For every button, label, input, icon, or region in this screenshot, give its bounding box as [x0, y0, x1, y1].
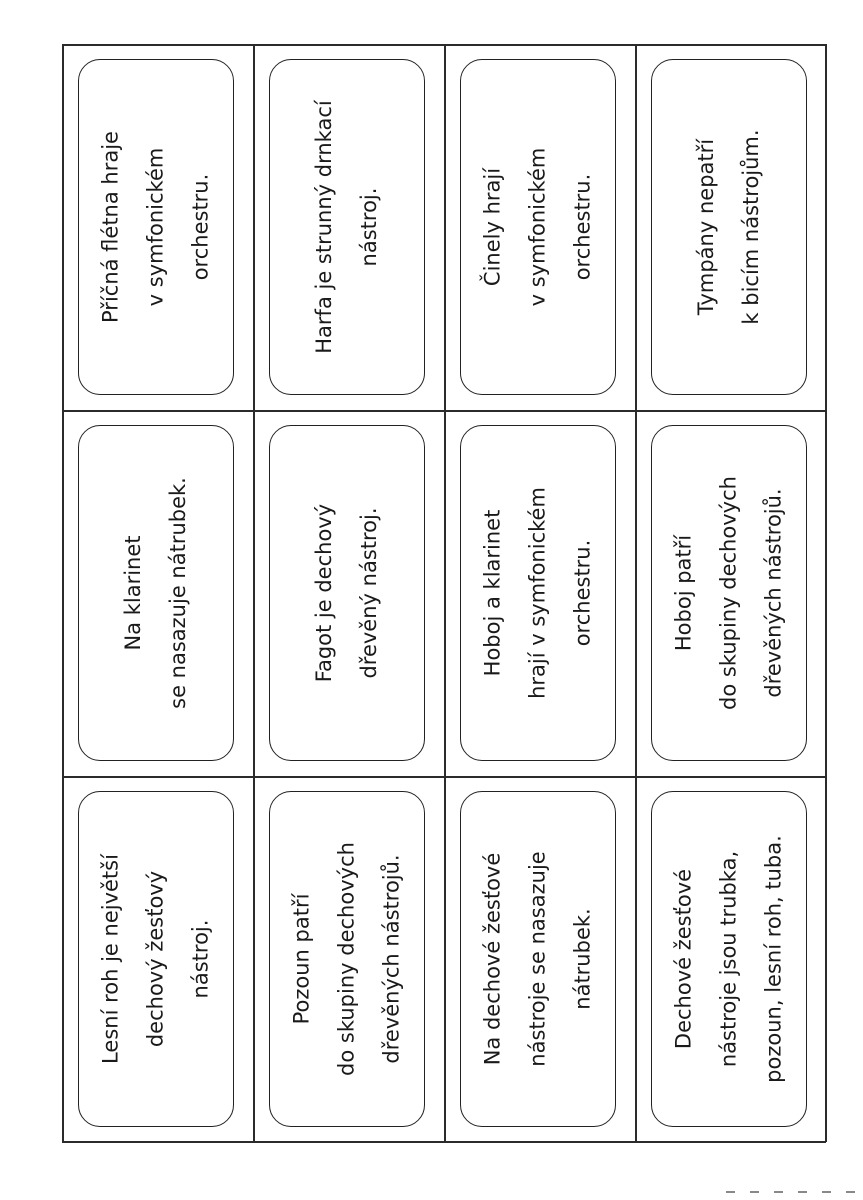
card-cell — [635, 776, 826, 1142]
card-text: Hoboj patří do skupiny dechových dřevěných nástrojů. — [671, 476, 786, 710]
card-text: Pozoun patří do skupiny dechových dřevěných nástrojů. — [289, 842, 404, 1076]
quiz-card[interactable] — [78, 59, 234, 395]
card-cell — [635, 44, 826, 410]
quiz-card[interactable] — [460, 791, 616, 1127]
card-text: Dechové žesťové nástroje jsou trubka, pozoun, lesní roh, tuba. — [671, 835, 786, 1083]
quiz-card[interactable] — [78, 425, 234, 761]
card-cell — [444, 776, 635, 1142]
card-cell — [253, 410, 444, 776]
card-text: Tympány nepatří k bicím nástrojům. — [694, 129, 763, 325]
card-text: Fagot je dechový dřevěný nástroj. — [312, 503, 381, 683]
card-cell — [62, 776, 253, 1142]
quiz-card[interactable] — [269, 59, 425, 395]
card-cell — [635, 410, 826, 776]
quiz-card[interactable] — [269, 425, 425, 761]
card-text: Příčná flétna hraje v symfonickém orchestru. — [98, 131, 213, 323]
quiz-card[interactable] — [651, 59, 807, 395]
card-text: Na klarinet se nasazuje nátrubek. — [121, 477, 190, 709]
quiz-card[interactable] — [78, 791, 234, 1127]
card-text: Harfa je strunný drnkací nástroj. — [312, 100, 381, 354]
card-text: Činely hrají v symfonickém orchestru. — [480, 147, 595, 307]
quiz-card[interactable] — [269, 791, 425, 1127]
scan-artifact — [846, 1191, 855, 1193]
card-cell — [62, 44, 253, 410]
card-sheet — [62, 44, 826, 1142]
quiz-card[interactable] — [651, 791, 807, 1127]
card-text: Lesní roh je největší dechový žesťový nástroj. — [98, 854, 213, 1064]
card-cell — [253, 776, 444, 1142]
scan-artifact — [774, 1191, 783, 1193]
scan-artifact — [798, 1191, 807, 1193]
quiz-card[interactable] — [460, 59, 616, 395]
card-text: Na dechové žesťové nástroje se nasazuje nátrubek. — [480, 851, 595, 1067]
scan-artifact — [750, 1191, 759, 1193]
card-cell — [62, 410, 253, 776]
card-cell — [444, 410, 635, 776]
scan-artifact — [822, 1191, 831, 1193]
card-cell — [253, 44, 444, 410]
quiz-card[interactable] — [651, 425, 807, 761]
quiz-card[interactable] — [460, 425, 616, 761]
scan-artifact — [726, 1191, 735, 1193]
card-cell — [444, 44, 635, 410]
card-text: Hoboj a klarinet hrají v symfonickém orchestru. — [480, 487, 595, 699]
